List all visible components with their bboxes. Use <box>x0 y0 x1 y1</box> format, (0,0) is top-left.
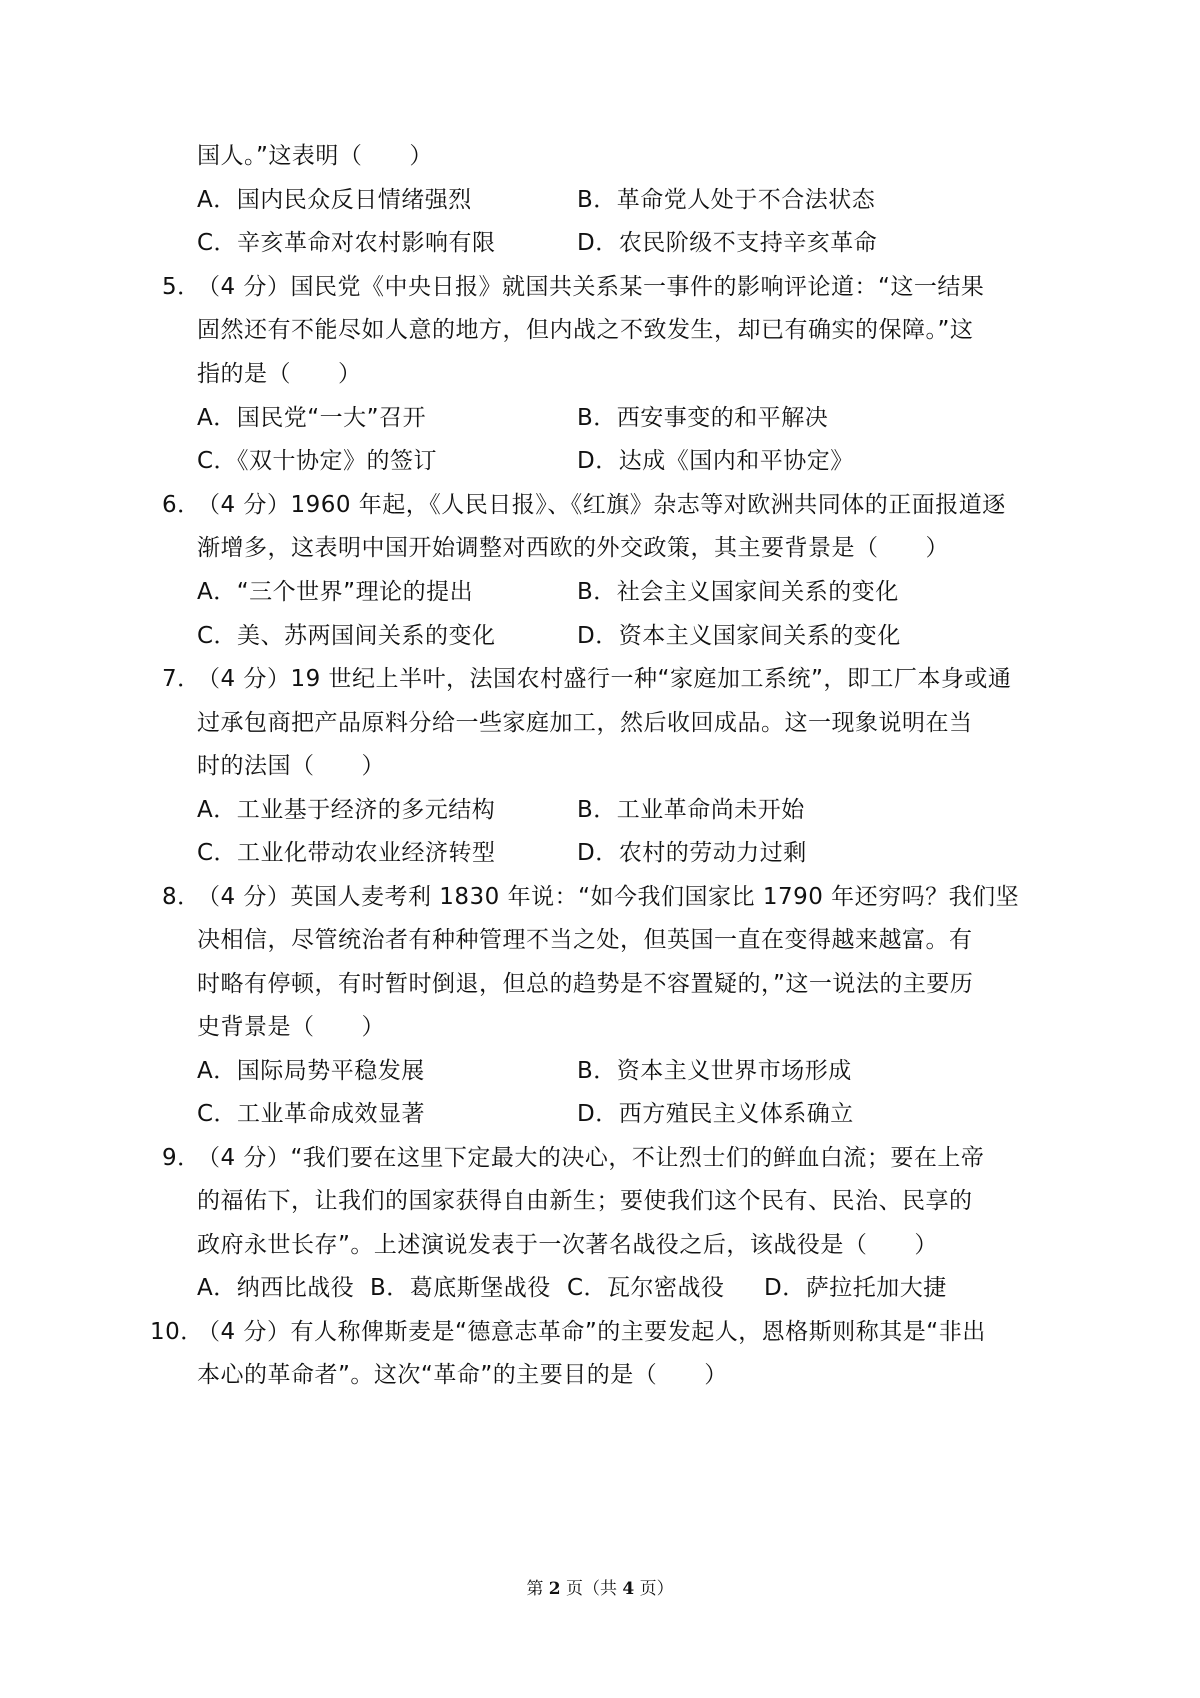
q6-option-d: D．资本主义国家间关系的变化 <box>577 623 901 649</box>
q7-stem-line3: 时的法国（ ） <box>197 753 385 779</box>
q4-option-d: D．农民阶级不支持辛亥革命 <box>577 230 878 256</box>
q6-stem-line1: （4 分）1960 年起，《人民日报》、《红旗》杂志等对欧洲共同体的正面报道逐 <box>197 492 1006 518</box>
q9-option-b: B．葛底斯堡战役 <box>370 1275 551 1301</box>
q10-stem-line2: 本心的革命者”。这次“革命”的主要目的是（ ） <box>197 1362 728 1388</box>
q6-number: 6． <box>162 492 201 518</box>
q10-stem-line1: （4 分）有人称俾斯麦是“德意志革命”的主要发起人，恩格斯则称其是“非出 <box>197 1319 986 1345</box>
q6-option-b: B．社会主义国家间关系的变化 <box>577 579 899 605</box>
q7-stem-line2: 过承包商把产品原料分给一些家庭加工，然后收回成品。这一现象说明在当 <box>197 710 973 736</box>
q8-option-c: C．工业革命成效显著 <box>197 1101 426 1127</box>
footer-total-pages: 4 <box>622 1579 635 1599</box>
footer-prefix: 第 <box>526 1579 549 1599</box>
footer-page-number: 2 <box>548 1579 561 1599</box>
q8-stem-line3: 时略有停顿，有时暂时倒退，但总的趋势是不容置疑的，”这一说法的主要历 <box>197 971 974 997</box>
q4-option-c: C．辛亥革命对农村影响有限 <box>197 230 496 256</box>
q8-option-b: B．资本主义世界市场形成 <box>577 1058 852 1084</box>
q10-number: 10． <box>150 1319 204 1345</box>
q9-option-a: A．纳西比战役 <box>197 1275 355 1301</box>
q8-stem-line1: （4 分）英国人麦考利 1830 年说：“如今我们国家比 1790 年还穷吗？我们坚 <box>197 884 1020 910</box>
q9-option-d: D．萨拉托加大捷 <box>764 1275 947 1301</box>
q4-option-b: B．革命党人处于不合法状态 <box>577 187 876 213</box>
q7-option-a: A．工业基于经济的多元结构 <box>197 797 496 823</box>
q5-stem-line2: 固然还有不能尽如人意的地方，但内战之不致发生，却已有确实的保障。”这 <box>197 317 974 343</box>
q8-option-a: A．国际局势平稳发展 <box>197 1058 425 1084</box>
q5-option-a: A．国民党“一大”召开 <box>197 405 427 431</box>
q5-number: 5． <box>162 274 201 300</box>
q6-option-a: A．“三个世界”理论的提出 <box>197 579 474 605</box>
q9-stem-line2: 的福佑下，让我们的国家获得自由新生；要使我们这个民有、民治、民享的 <box>197 1188 973 1214</box>
q9-stem-line1: （4 分）“我们要在这里下定最大的决心，不让烈士们的鲜血白流；要在上帝 <box>197 1145 985 1171</box>
q8-number: 8． <box>162 884 201 910</box>
q9-stem-line3: 政府永世长存”。上述演说发表于一次著名战役之后，该战役是（ ） <box>197 1232 938 1258</box>
q4-tail: 国人。”这表明（ ） <box>197 143 433 169</box>
q9-option-c: C．瓦尔密战役 <box>567 1275 725 1301</box>
page-footer <box>0 1578 1200 1600</box>
q7-stem-line1: （4 分）19 世纪上半叶，法国农村盛行一种“家庭加工系统”，即工厂本身或通 <box>197 666 1012 692</box>
q8-stem-line2: 决相信，尽管统治者有种种管理不当之处，但英国一直在变得越来越富。有 <box>197 927 973 953</box>
q6-option-c: C．美、苏两国间关系的变化 <box>197 623 496 649</box>
q5-option-c: C．《双十协定》的签订 <box>197 448 438 474</box>
q6-stem-line2: 渐增多，这表明中国开始调整对西欧的外交政策，其主要背景是（ ） <box>197 535 949 561</box>
q4-option-a: A．国内民众反日情绪强烈 <box>197 187 472 213</box>
footer-suffix: 页） <box>634 1579 674 1599</box>
q9-number: 9． <box>162 1145 201 1171</box>
q8-option-d: D．西方殖民主义体系确立 <box>577 1101 854 1127</box>
q7-option-d: D．农村的劳动力过剩 <box>577 840 807 866</box>
q7-option-c: C．工业化带动农业经济转型 <box>197 840 496 866</box>
q8-stem-line4: 史背景是（ ） <box>197 1014 385 1040</box>
q5-option-b: B．西安事变的和平解决 <box>577 405 829 431</box>
footer-middle: 页（共 <box>560 1579 623 1599</box>
q5-option-d: D．达成《国内和平协定》 <box>577 448 854 474</box>
q7-option-b: B．工业革命尚未开始 <box>577 797 805 823</box>
q5-stem-line3: 指的是（ ） <box>197 361 362 387</box>
q5-stem-line1: （4 分）国民党《中央日报》就国共关系某一事件的影响评论道：“这一结果 <box>197 274 985 300</box>
q7-number: 7． <box>162 666 201 692</box>
